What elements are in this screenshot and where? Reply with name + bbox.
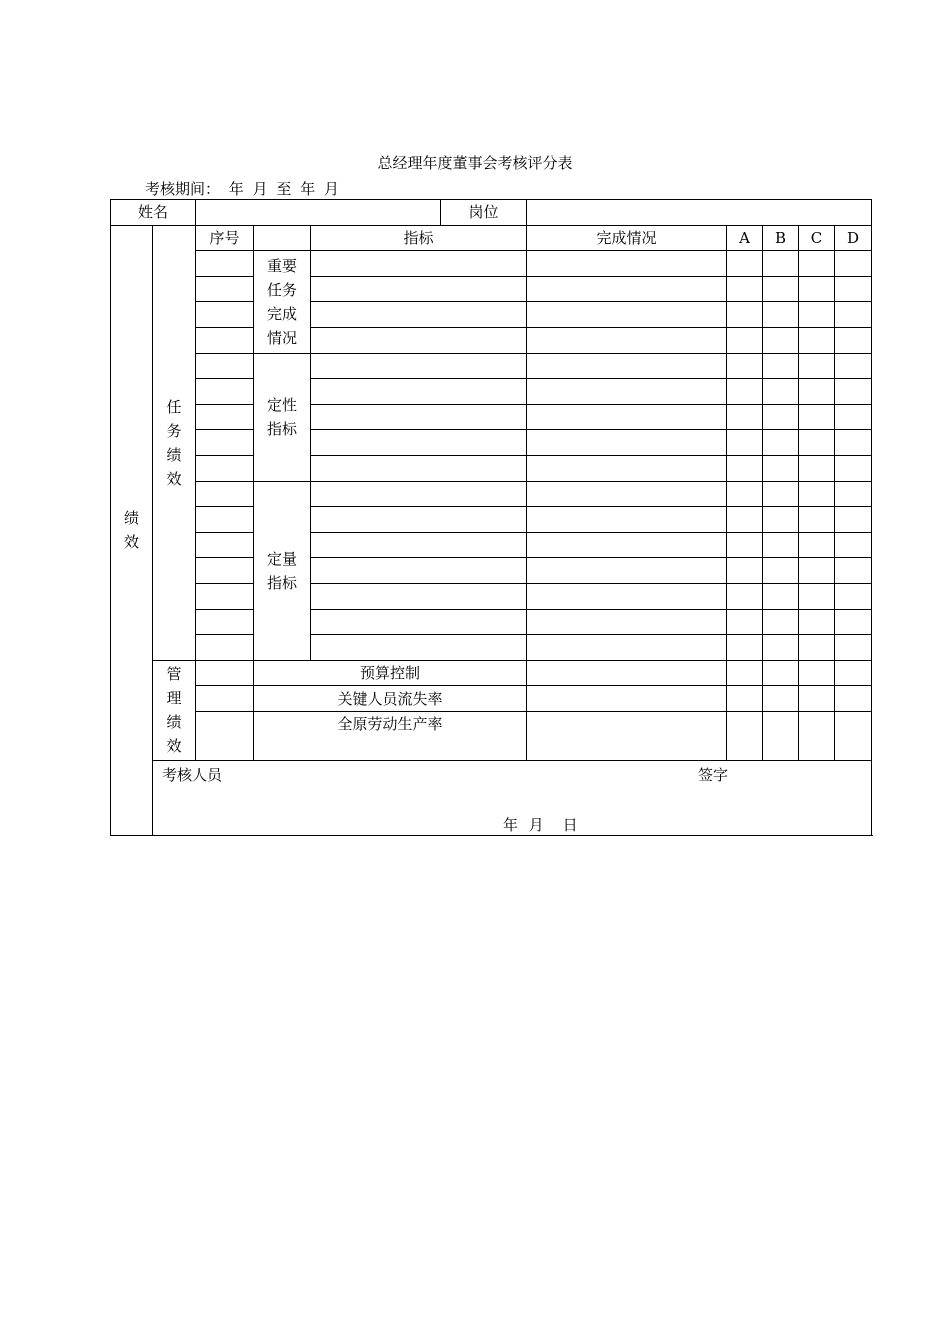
grade-c-cell[interactable]: [799, 251, 835, 277]
grade-d-cell[interactable]: [835, 660, 872, 686]
grade-a-cell[interactable]: [727, 686, 763, 712]
table-row: [111, 686, 872, 712]
indicator-cell[interactable]: [311, 481, 527, 507]
completion-cell[interactable]: [527, 635, 727, 661]
grade-a-cell[interactable]: [727, 251, 763, 277]
seq-cell[interactable]: [196, 532, 254, 558]
footer-row: [111, 760, 872, 835]
grade-c-cell[interactable]: [799, 302, 835, 328]
table-row: [111, 404, 872, 430]
table-row: [111, 558, 872, 584]
completion-cell[interactable]: [527, 404, 727, 430]
grade-a-cell[interactable]: [727, 711, 763, 760]
grade-d-cell[interactable]: [835, 481, 872, 507]
grade-a-cell[interactable]: [727, 276, 763, 302]
table-row: [111, 507, 872, 533]
date-day: 日: [562, 815, 578, 834]
grade-c-cell[interactable]: [799, 711, 835, 760]
grade-d-header: D: [835, 225, 872, 251]
grade-c-cell[interactable]: [799, 532, 835, 558]
key-tasks-label: 重要 任务 完成 情况: [254, 251, 311, 353]
table-row: [111, 583, 872, 609]
seq-cell[interactable]: [196, 711, 254, 760]
indicator-cell[interactable]: [311, 558, 527, 584]
grade-b-cell[interactable]: [763, 711, 799, 760]
grade-c-cell[interactable]: [799, 430, 835, 456]
completion-cell[interactable]: [527, 507, 727, 533]
completion-cell[interactable]: [527, 455, 727, 481]
period-month-start: 月: [252, 180, 268, 198]
completion-cell[interactable]: [527, 251, 727, 277]
completion-header: 完成情况: [527, 225, 727, 251]
indicator-cell[interactable]: [311, 302, 527, 328]
name-label: 姓名: [111, 200, 196, 226]
table-row: [111, 711, 872, 760]
post-input[interactable]: [527, 200, 872, 226]
indicator-cell[interactable]: [311, 251, 527, 277]
grade-b-cell[interactable]: [763, 302, 799, 328]
table-row: [111, 353, 872, 379]
grade-c-header: C: [799, 225, 835, 251]
post-label: 岗位: [441, 200, 527, 226]
seq-cell[interactable]: [196, 583, 254, 609]
table-row: [111, 430, 872, 456]
table-row: [111, 532, 872, 558]
grade-b-cell[interactable]: [763, 635, 799, 661]
completion-cell[interactable]: [527, 532, 727, 558]
footer-cell: [153, 760, 872, 835]
seq-cell[interactable]: [196, 302, 254, 328]
completion-cell[interactable]: [527, 481, 727, 507]
indicator-cell[interactable]: [311, 404, 527, 430]
table-row: [111, 327, 872, 353]
indicator-cell[interactable]: [311, 430, 527, 456]
seq-header: 序号: [196, 225, 254, 251]
grade-a-cell[interactable]: [727, 532, 763, 558]
indicator-header: 指标: [311, 225, 527, 251]
grade-b-cell[interactable]: [763, 430, 799, 456]
indicator-cell[interactable]: [311, 276, 527, 302]
indicator-cell[interactable]: [311, 379, 527, 405]
column-header-row: [111, 225, 872, 251]
qualitative-label: 定性 指标: [254, 353, 311, 481]
period-year-end: 年: [300, 180, 316, 198]
grade-a-cell[interactable]: [727, 404, 763, 430]
grade-a-cell[interactable]: [727, 583, 763, 609]
grade-c-cell[interactable]: [799, 609, 835, 635]
grade-a-cell[interactable]: [727, 507, 763, 533]
grade-a-cell[interactable]: [727, 379, 763, 405]
seq-cell[interactable]: [196, 430, 254, 456]
grade-d-cell[interactable]: [835, 609, 872, 635]
completion-cell[interactable]: [527, 558, 727, 584]
grade-a-cell[interactable]: [727, 302, 763, 328]
sign-date: [503, 813, 584, 836]
grade-b-header: B: [763, 225, 799, 251]
grade-b-cell[interactable]: [763, 558, 799, 584]
grade-c-cell[interactable]: [799, 353, 835, 379]
grade-c-cell[interactable]: [799, 379, 835, 405]
management-item-turnover: 关键人员流失率: [254, 686, 527, 712]
seq-cell[interactable]: [196, 609, 254, 635]
reviewer-label: 考核人员: [162, 765, 223, 784]
grade-d-cell[interactable]: [835, 251, 872, 277]
grade-a-cell[interactable]: [727, 481, 763, 507]
grade-a-cell[interactable]: [727, 353, 763, 379]
completion-cell[interactable]: [527, 711, 727, 760]
grade-b-cell[interactable]: [763, 583, 799, 609]
grade-b-cell[interactable]: [763, 379, 799, 405]
grade-c-cell[interactable]: [799, 327, 835, 353]
grade-d-cell[interactable]: [835, 635, 872, 661]
seq-cell[interactable]: [196, 686, 254, 712]
grade-c-cell[interactable]: [799, 455, 835, 481]
grade-d-cell[interactable]: [835, 379, 872, 405]
grade-c-cell[interactable]: [799, 686, 835, 712]
indicator-cell[interactable]: [311, 455, 527, 481]
grade-b-cell[interactable]: [763, 455, 799, 481]
grade-b-cell[interactable]: [763, 660, 799, 686]
grade-a-cell[interactable]: [727, 327, 763, 353]
grade-a-cell[interactable]: [727, 430, 763, 456]
management-item-budget: 预算控制: [254, 660, 527, 686]
grade-a-cell[interactable]: [727, 635, 763, 661]
table-row: [111, 251, 872, 277]
grade-d-cell[interactable]: [835, 455, 872, 481]
seq-cell[interactable]: [196, 481, 254, 507]
seq-cell[interactable]: [196, 507, 254, 533]
grade-a-cell[interactable]: [727, 660, 763, 686]
grade-c-cell[interactable]: [799, 481, 835, 507]
seq-cell[interactable]: [196, 353, 254, 379]
name-input[interactable]: [196, 200, 441, 226]
grade-d-cell[interactable]: [835, 276, 872, 302]
grade-c-cell[interactable]: [799, 660, 835, 686]
grade-a-cell[interactable]: [727, 455, 763, 481]
grade-d-cell[interactable]: [835, 302, 872, 328]
grade-d-cell[interactable]: [835, 583, 872, 609]
grade-b-cell[interactable]: [763, 276, 799, 302]
table-row: [111, 635, 872, 661]
period-year-start: 年: [228, 180, 244, 198]
grade-b-cell[interactable]: [763, 404, 799, 430]
evaluation-table: [110, 199, 872, 836]
table-row: [111, 276, 872, 302]
indicator-cell[interactable]: [311, 609, 527, 635]
management-item-productivity: 全原劳动生产率: [254, 711, 527, 760]
review-period: [145, 178, 343, 199]
grade-d-cell[interactable]: [835, 353, 872, 379]
seq-cell[interactable]: [196, 660, 254, 686]
form-title: 总经理年度董事会考核评分表: [377, 154, 573, 172]
info-row: [111, 200, 872, 226]
grade-d-cell[interactable]: [835, 327, 872, 353]
period-to: 至: [276, 180, 292, 198]
table-row: [111, 609, 872, 635]
seq-cell[interactable]: [196, 251, 254, 277]
grade-b-cell[interactable]: [763, 686, 799, 712]
table-row: [111, 481, 872, 507]
completion-cell[interactable]: [527, 276, 727, 302]
completion-cell[interactable]: [527, 327, 727, 353]
grade-d-cell[interactable]: [835, 507, 872, 533]
completion-cell[interactable]: [527, 583, 727, 609]
grade-b-cell[interactable]: [763, 481, 799, 507]
indicator-cell[interactable]: [311, 507, 527, 533]
date-month: 月: [528, 815, 544, 834]
grade-b-cell[interactable]: [763, 327, 799, 353]
seq-cell[interactable]: [196, 635, 254, 661]
grade-c-cell[interactable]: [799, 583, 835, 609]
table-row: [111, 455, 872, 481]
task-performance-label: 任 务 绩 效: [153, 225, 196, 660]
grade-a-cell[interactable]: [727, 609, 763, 635]
indicator-cell[interactable]: [311, 635, 527, 661]
table-row: [111, 379, 872, 405]
grade-d-cell[interactable]: [835, 404, 872, 430]
indicator-cell[interactable]: [311, 327, 527, 353]
indicator-cell[interactable]: [311, 353, 527, 379]
indicator-cell[interactable]: [311, 532, 527, 558]
period-label: 考核期间：: [145, 180, 221, 198]
table-row: [111, 302, 872, 328]
seq-cell[interactable]: [196, 276, 254, 302]
completion-cell[interactable]: [527, 353, 727, 379]
grade-a-header: A: [727, 225, 763, 251]
grade-d-cell[interactable]: [835, 686, 872, 712]
grade-c-cell[interactable]: [799, 635, 835, 661]
grade-b-cell[interactable]: [763, 609, 799, 635]
seq-cell[interactable]: [196, 455, 254, 481]
management-performance-label: 管 理 绩 效: [153, 660, 196, 760]
seq-cell[interactable]: [196, 404, 254, 430]
completion-cell[interactable]: [527, 430, 727, 456]
grade-c-cell[interactable]: [799, 558, 835, 584]
table-row: [111, 660, 872, 686]
grade-d-cell[interactable]: [835, 430, 872, 456]
completion-cell[interactable]: [527, 379, 727, 405]
grade-c-cell[interactable]: [799, 276, 835, 302]
grade-c-cell[interactable]: [799, 404, 835, 430]
grade-d-cell[interactable]: [835, 711, 872, 760]
grade-b-cell[interactable]: [763, 507, 799, 533]
completion-cell[interactable]: [527, 686, 727, 712]
completion-cell[interactable]: [527, 302, 727, 328]
performance-group-label: 绩 效: [111, 225, 153, 835]
grade-b-cell[interactable]: [763, 353, 799, 379]
completion-cell[interactable]: [527, 660, 727, 686]
seq-cell[interactable]: [196, 327, 254, 353]
seq-cell[interactable]: [196, 379, 254, 405]
period-month-end: 月: [323, 180, 339, 198]
quantitative-label: 定量 指标: [254, 481, 311, 660]
category-header: [254, 225, 311, 251]
date-year: 年: [503, 815, 519, 834]
grade-d-cell[interactable]: [835, 532, 872, 558]
grade-b-cell[interactable]: [763, 532, 799, 558]
grade-c-cell[interactable]: [799, 507, 835, 533]
signature-label: 签字: [698, 765, 729, 784]
completion-cell[interactable]: [527, 609, 727, 635]
seq-cell[interactable]: [196, 558, 254, 584]
grade-a-cell[interactable]: [727, 558, 763, 584]
grade-d-cell[interactable]: [835, 558, 872, 584]
indicator-cell[interactable]: [311, 583, 527, 609]
grade-b-cell[interactable]: [763, 251, 799, 277]
